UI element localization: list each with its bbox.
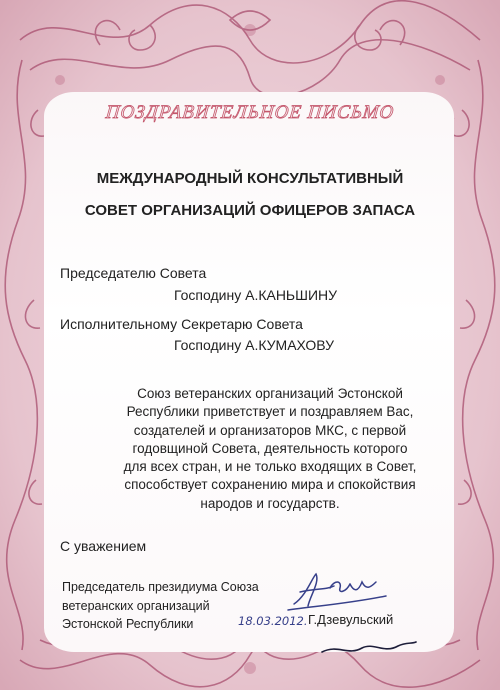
body-line: способствует сохранению мира и спокойствия (124, 477, 416, 493)
handwritten-date: 18.03.2012. (238, 614, 308, 628)
organization-name-line1: МЕЖДУНАРОДНЫЙ КОНСУЛЬТАТИВНЫЙ (96, 170, 404, 187)
signer-title-line: Эстонской Республики (62, 617, 194, 631)
signature-block (62, 578, 259, 634)
recipient-1-role: Председателю Совета (60, 265, 207, 281)
signer-title-line: Председатель президиума Союза (62, 580, 259, 594)
recipient-2-role: Исполнительному Секретарю Совета (60, 316, 303, 332)
closing-phrase: С уважением (60, 538, 147, 554)
body-line: народов и государств. (200, 495, 340, 511)
body-line: создателей и организаторов МКС, с первой (133, 422, 407, 438)
organization-name-line2: СОВЕТ ОРГАНИЗАЦИЙ ОФИЦЕРОВ ЗАПАСА (84, 202, 416, 219)
body-line: Республики приветствует и поздравляем Вас, (126, 404, 414, 420)
body-line: годовщиной Совета, деятельность которого (132, 440, 408, 456)
letter-body (80, 385, 460, 513)
signer-name: Г.Дзевульский (308, 612, 394, 627)
body-line: Союз ветеранских организаций Эстонской (137, 386, 403, 401)
recipient-2-name: Господину А.КУМАХОВУ (174, 337, 335, 353)
letter-heading: ПОЗДРАВИТЕЛЬНОЕ ПИСЬМО (104, 102, 396, 123)
recipient-1-name: Господину А.КАНЬШИНУ (174, 287, 338, 303)
body-line: для всех стран, и не только входящих в Совет, (123, 459, 417, 475)
signer-title-line: ветеранских организаций (62, 598, 210, 613)
